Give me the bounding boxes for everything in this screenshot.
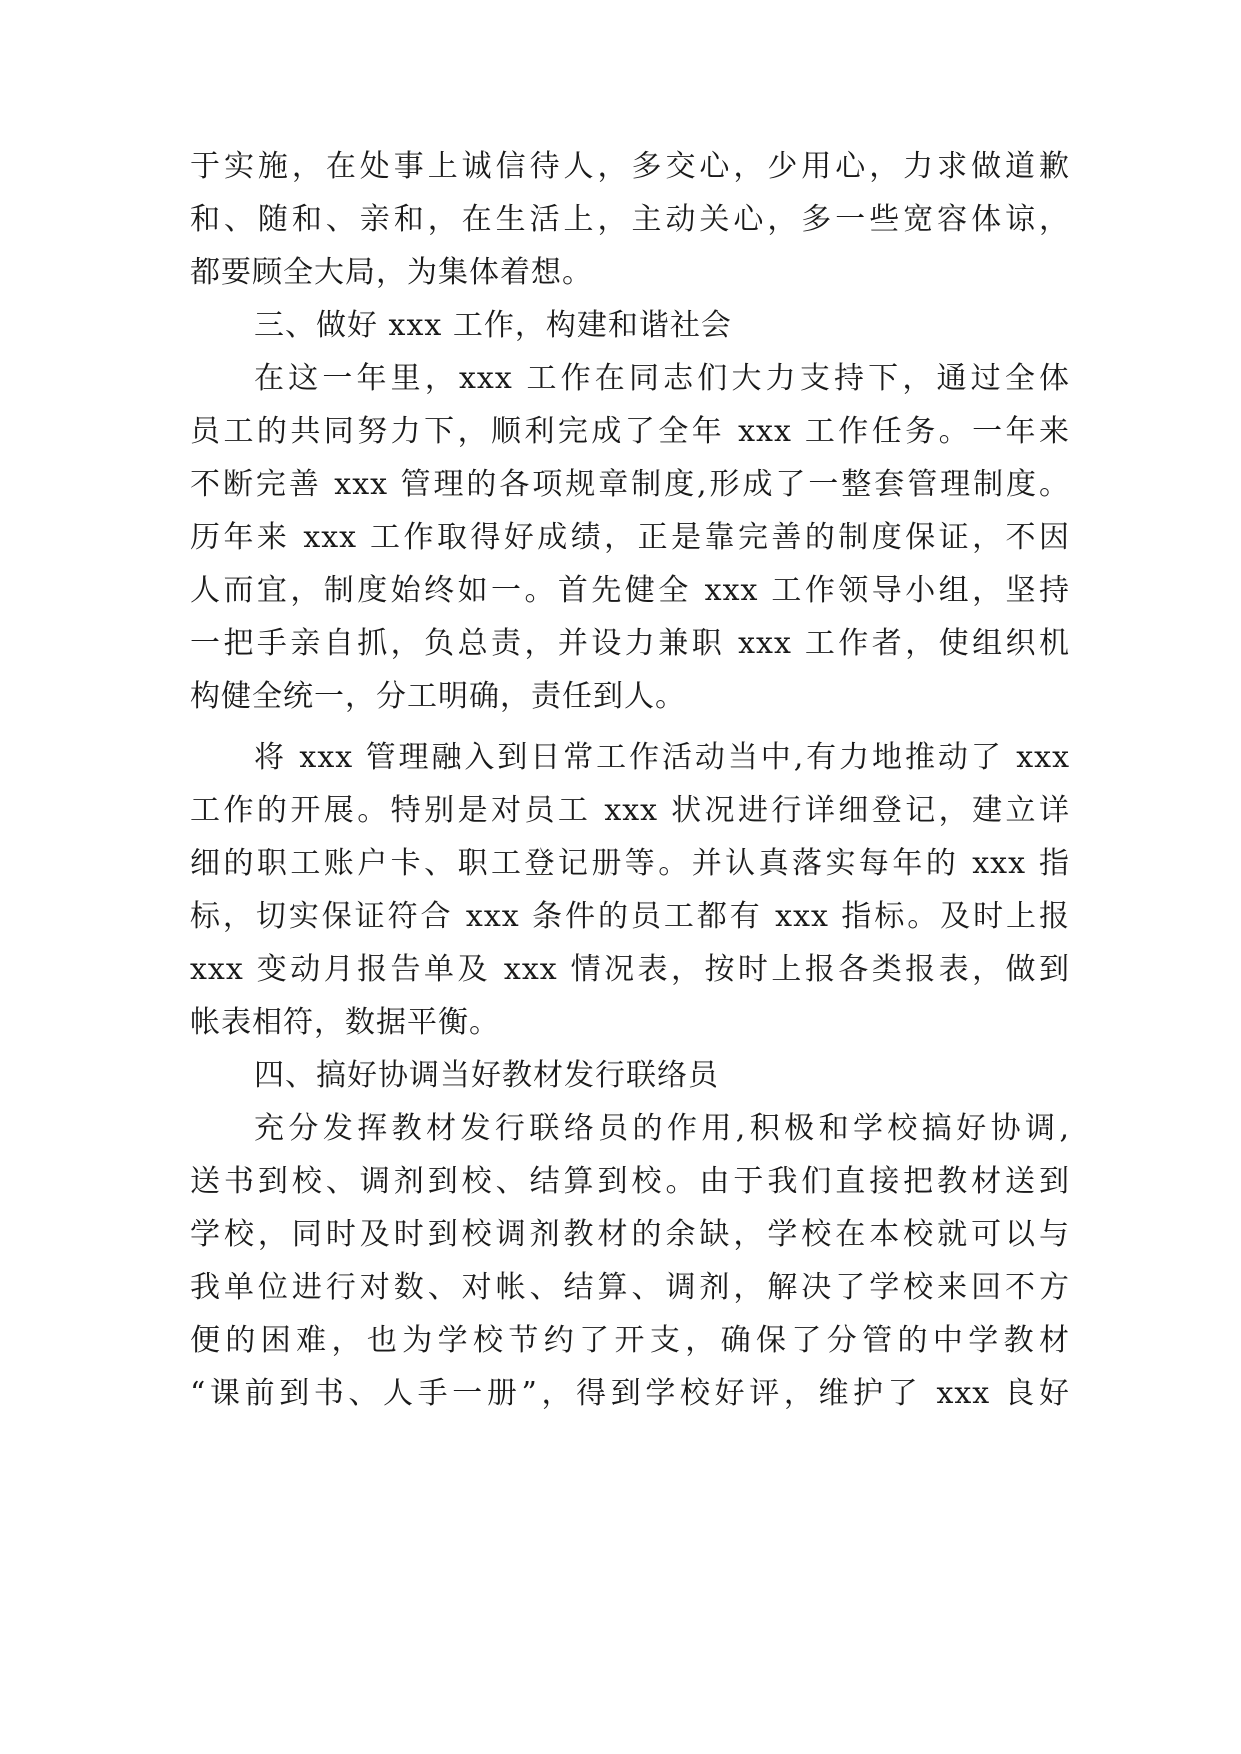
text-line: 便的困难，也为学校节约了开支，确保了分管的中学教材 xyxy=(190,1323,1070,1358)
text-line: 构健全统一，分工明确，责任到人。 xyxy=(190,679,686,714)
text-line: 我单位进行对数、对帐、结算、调剂，解决了学校来回不方 xyxy=(190,1270,1070,1305)
section-heading: 四、搞好协调当好教材发行联络员 xyxy=(254,1058,719,1093)
text-line: 在这一年里，xxx 工作在同志们大力支持下，通过全体 xyxy=(254,361,1070,396)
text-line: 历年来 xxx 工作取得好成绩，正是靠完善的制度保证，不因 xyxy=(190,520,1070,555)
text-line: 于实施，在处事上诚信待人，多交心，少用心，力求做道歉 xyxy=(190,149,1070,184)
text-line: 人而宜，制度始终如一。首先健全 xxx 工作领导小组，坚持 xyxy=(190,573,1070,608)
text-line: xxx 变动月报告单及 xxx 情况表，按时上报各类报表，做到 xyxy=(190,952,1070,987)
text-line: 学校，同时及时到校调剂教材的余缺，学校在本校就可以与 xyxy=(190,1217,1070,1252)
text-line: 员工的共同努力下，顺利完成了全年 xxx 工作任务。一年来 xyxy=(190,414,1070,449)
text-line: 将 xxx 管理融入到日常工作活动当中,有力地推动了 xxx xyxy=(254,740,1070,775)
text-line: 细的职工账户卡、职工登记册等。并认真落实每年的 xxx 指 xyxy=(190,846,1070,881)
text-line: 帐表相符，数据平衡。 xyxy=(190,1005,500,1040)
section-heading: 三、做好 xxx 工作，构建和谐社会 xyxy=(254,308,732,343)
text-line: 都要顾全大局，为集体着想。 xyxy=(190,255,593,290)
text-line: “课前到书、人手一册”，得到学校好评，维护了 xxx 良好 xyxy=(190,1376,1070,1411)
text-line: 标，切实保证符合 xxx 条件的员工都有 xxx 指标。及时上报 xyxy=(190,899,1070,934)
text-line: 不断完善 xxx 管理的各项规章制度,形成了一整套管理制度。 xyxy=(190,467,1070,502)
text-line: 充分发挥教材发行联络员的作用,积极和学校搞好协调, xyxy=(254,1111,1070,1146)
text-line: 工作的开展。特别是对员工 xxx 状况进行详细登记，建立详 xyxy=(190,793,1070,828)
text-line: 和、随和、亲和，在生活上，主动关心，多一些宽容体谅， xyxy=(190,202,1070,237)
text-line: 一把手亲自抓，负总责，并设力兼职 xxx 工作者，使组织机 xyxy=(190,626,1070,661)
text-line: 送书到校、调剂到校、结算到校。由于我们直接把教材送到 xyxy=(190,1164,1070,1199)
